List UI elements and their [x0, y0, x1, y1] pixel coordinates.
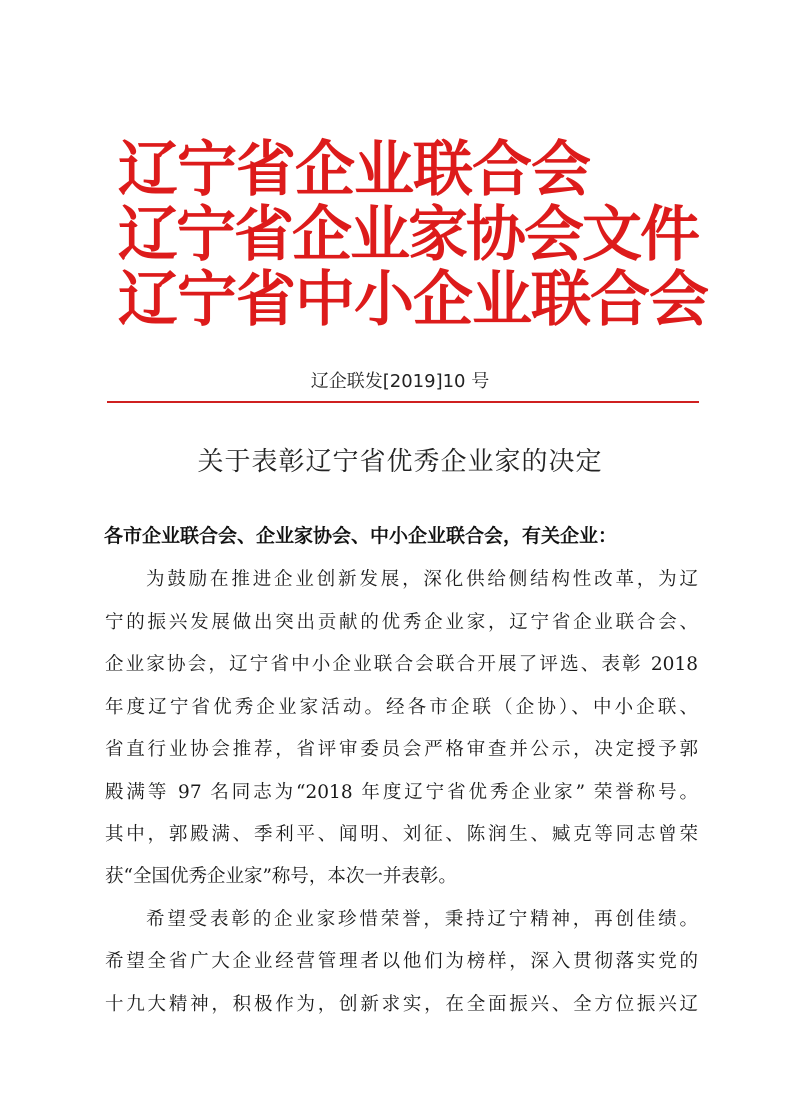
header-org-line-1: 辽宁省企业联合会 [118, 135, 590, 205]
body-line: 获“全国优秀企业家”称号，本次一并表彰。 [105, 866, 457, 887]
body-line: 希望全省广大企业经营管理者以他们为榜样，深入贯彻落实党的 [105, 951, 698, 972]
body-line: 企业家协会，辽宁省中小企业联合会联合开展了评选、表彰 2018 [105, 654, 698, 675]
body-line: 年度辽宁省优秀企业家活动。经各市企联（企协）、中小企联、 [105, 697, 698, 718]
header-org-line-3: 辽宁省中小企业联合会 [118, 265, 708, 335]
body-line: 省直行业协会推荐，省评审委员会严格审查并公示，决定授予郭 [105, 739, 698, 760]
body-line: 为鼓励在推进企业创新发展，深化供给侧结构性改革，为辽 [146, 569, 698, 590]
document-number: 辽企联发[2019]10 号 [310, 371, 490, 392]
document-title: 关于表彰辽宁省优秀企业家的决定 [197, 447, 603, 477]
salutation: 各市企业联合会、企业家协会、中小企业联合会，有关企业： [104, 525, 618, 547]
body-line: 宁的振兴发展做出突出贡献的优秀企业家，辽宁省企业联合会、 [105, 612, 698, 633]
body-line: 希望受表彰的企业家珍惜荣誉，秉持辽宁精神，再创佳绩。 [146, 909, 698, 930]
body-line: 其中，郭殿满、季利平、闻明、刘征、陈润生、臧克等同志曾荣 [105, 824, 698, 845]
header-org-line-2: 辽宁省企业家协会文件 [118, 200, 698, 270]
red-divider [107, 401, 699, 403]
body-line: 十九大精神，积极作为，创新求实，在全面振兴、全方位振兴辽 [105, 994, 698, 1015]
body-line: 殿满等 97 名同志为“2018 年度辽宁省优秀企业家” 荣誉称号。 [105, 782, 698, 803]
